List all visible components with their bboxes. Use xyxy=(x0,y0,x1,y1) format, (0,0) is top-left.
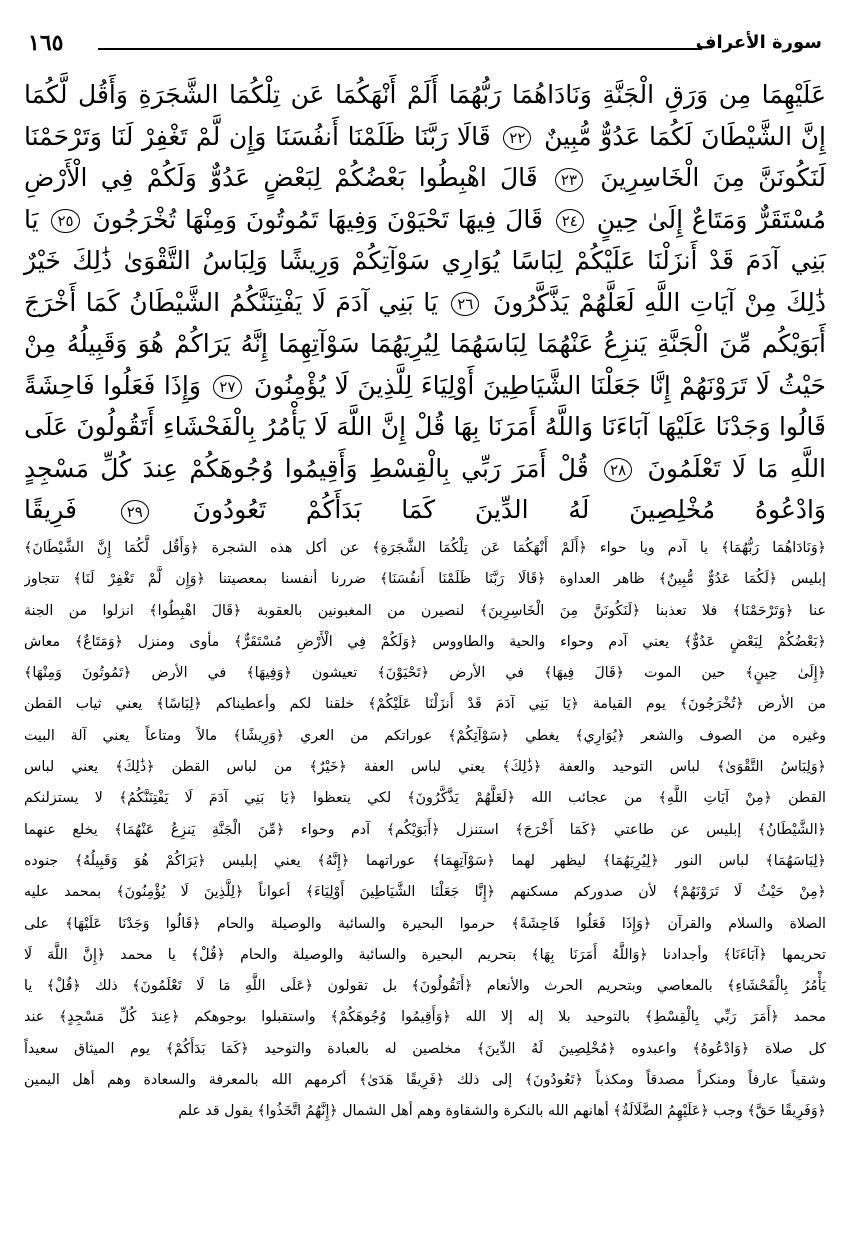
tafsir-line: ﴿إِلَىٰ حِينٍ﴾ حين الموت ﴿قَالَ فِيهَا﴾ في الأرض ﴿تَحْيَوْنَ﴾ تعيشون ﴿وَفِيهَا﴾ في الأرض ﴿تَمُوتُونَ وَمِنْهَا﴾ xyxy=(24,665,826,682)
surah-title: سورة الأعراف xyxy=(695,32,822,53)
ayah-number-marker: ٢٨ xyxy=(604,458,632,482)
ayah-number-marker: ٢٤ xyxy=(556,209,584,233)
tafsir-commentary xyxy=(24,533,826,1128)
tafsir-line: تحريمها ﴿آبَاءَنَا﴾ وأجدادنا ﴿وَاللَّهُ أَمَرَنَا بِهَا﴾ بتحريم البحيرة والسائبة والوصيلة والحام ﴿قُلْ﴾ يا محمد ﴿إِنَّ اللَّهَ لَا xyxy=(24,946,826,963)
tafsir-line: يَأْمُرُ بِالْفَحْشَاءِ﴾ بالمعاصي وبتحريم الحرث والأنعام ﴿أَتَقُولُونَ﴾ بل تقولون ﴿عَلَى اللَّهِ مَا لَا تَعْلَمُونَ﴾ ذلك ﴿قُلْ﴾ يا xyxy=(24,978,826,995)
quran-text xyxy=(24,74,826,531)
ayah-number-marker: ٢٩ xyxy=(121,500,149,524)
ayah-number-marker: ٢٦ xyxy=(451,292,479,316)
tafsir-line: ﴿وَلِبَاسُ التَّقْوَىٰ﴾ لباس التوحيد والعفة ﴿ذَٰلِكَ﴾ يعني لباس العفة ﴿خَيْرٌ﴾ من لباس القطن ﴿ذَٰلِكَ﴾ يعني لباس xyxy=(24,759,826,776)
page-number: ١٦٥ xyxy=(28,30,64,56)
ayah-number-marker: ٢٧ xyxy=(213,375,241,399)
tafsir-line: من الأرض ﴿تُخْرَجُونَ﴾ يوم القيامة ﴿يَا بَنِي آدَمَ قَدْ أَنزَلْنَا عَلَيْكُمْ﴾ خلقنا لكم وأعطيناكم ﴿لِبَاسًا﴾ يعني ثياب القطن xyxy=(24,696,826,713)
verse-text: قَالَ فِيهَا تَحْيَوْنَ وَفِيهَا تَمُوتُونَ وَمِنْهَا تُخْرَجُونَ xyxy=(92,204,543,234)
verse-text: قَالَا رَبَّنَا ظَلَمْنَا أَنفُسَنَا وَإِن لَّمْ تَغْفِرْ لَنَا وَتَرْحَمْنَا لَنَكُونَنَّ مِنَ الْخَاسِرِينَ xyxy=(24,121,826,192)
tafsir-line: عنا ﴿وَتَرْحَمْنَا﴾ فلا تعذبنا ﴿لَنَكُونَنَّ مِنَ الْخَاسِرِينَ﴾ لنصيرن من المغبونين بالعقوبة ﴿قَالَ اهْبِطُوا﴾ انزلوا من الجنة xyxy=(24,602,826,619)
ayah-number-marker: ٢٣ xyxy=(555,168,583,192)
tafsir-line: محمد ﴿أَمَرَ رَبِّي بِالْقِسْطِ﴾ بالتوحيد بلا إله إلا الله ﴿وَأَقِيمُوا وُجُوهَكُمْ﴾ واستقبلوا بوجوهكم ﴿عِندَ كُلِّ مَسْجِدٍ﴾ عند xyxy=(24,1009,826,1026)
verse-text: مُّبِينٌ xyxy=(544,121,592,151)
tafsir-line: وشقياً عارفاً ومنكراً مصدقاً ومكذباً ﴿تَعُودُونَ﴾ إلى ذلك ﴿فَرِيقًا هَدَىٰ﴾ أكرمهم الله بالمعرفة والسعادة وهم أهل اليمين xyxy=(24,1072,826,1089)
tafsir-line: كل صلاة ﴿وَادْعُوهُ﴾ واعبدوه ﴿مُخْلِصِينَ لَهُ الدِّينَ﴾ مخلصين له بالعبادة والتوحيد ﴿كَمَا بَدَأَكُمْ﴾ يوم الميثاق سعيداً xyxy=(24,1040,826,1057)
tafsir-line: ﴿لِبَاسَهُمَا﴾ لباس النور ﴿لِيُرِيَهُمَا﴾ ليظهر لهما ﴿سَوْآتِهِمَا﴾ عوراتهما ﴿إِنَّهُ﴾ يعني إبليس ﴿يَرَاكُمْ هُوَ وَقَبِيلُهُ﴾ جنوده xyxy=(24,852,826,869)
verse-text: قُلْ أَمَرَ رَبِّي بِالْقِسْطِ وَأَقِيمُوا وُجُوهَكُمْ عِندَ كُلِّ مَسْجِدٍ وَادْعُوهُ مُخْلِصِينَ لَهُ الدِّينَ كَمَا بَدَأَكُمْ تَعُودُونَ xyxy=(24,453,827,524)
ayah-number-marker: ٢٥ xyxy=(51,209,79,233)
tafsir-line: وغيره من الصوف والشعر ﴿يُوَارِي﴾ يغطي ﴿سَوْآتِكُمْ﴾ عوراتكم من العري ﴿وَرِيشًا﴾ مالاً ومتاعاً يعني آلة البيت xyxy=(24,727,826,744)
tafsir-line: إبليس ﴿لَكُمَا عَدُوٌّ مُّبِينٌ﴾ ظاهر العداوة ﴿قَالَا رَبَّنَا ظَلَمْنَا أَنفُسَنَا﴾ ضررنا أنفسنا بمعصيتنا ﴿وَإِن لَّمْ تَغْفِرْ لَنَا﴾ تتجاوز xyxy=(24,571,826,588)
tafsir-line: ﴿وَنَادَاهُمَا رَبُّهُمَا﴾ يا آدم ويا حواء ﴿أَلَمْ أَنْهَكُمَا عَن تِلْكُمَا الشَّجَرَةِ﴾ عن أكل هذه الشجرة ﴿وَأَقُل لَّكُمَا إِنَّ الشَّيْطَانَ﴾ xyxy=(24,540,826,556)
tafsir-line: الصلاة والسلام والقرآن ﴿وَإِذَا فَعَلُوا فَاحِشَةً﴾ حرموا البحيرة والسائبة والوصيلة والحام ﴿قَالُوا وَجَدْنَا عَلَيْهَا﴾ على xyxy=(24,915,826,932)
verse-text: عَلَيْهِمَا مِن وَرَقِ الْجَنَّةِ وَنَادَاهُمَا رَبُّهُمَا أَلَمْ أَنْهَكُمَا عَن تِلْكُمَا الشَّجَرَةِ وَأَقُل لَّكُمَا إِنَّ الشَّيْطَانَ لَكُمَا عَدُوٌّ xyxy=(24,80,826,151)
tafsir-line: ﴿الشَّيْطَانُ﴾ إبليس عن طاعتي ﴿كَمَا أَخْرَجَ﴾ استنزل ﴿أَبَوَيْكُم﴾ آدم وحواء ﴿مِّنَ الْجَنَّةِ يَنزِعُ عَنْهُمَا﴾ يخلع عنهما xyxy=(24,821,826,838)
verse-text: يَا بَنِي آدَمَ لَا يَفْتِنَنَّكُمُ الشَّيْطَانُ كَمَا أَخْرَجَ أَبَوَيْكُم مِّنَ الْجَنَّةِ يَنزِعُ عَنْهُمَا لِبَاسَهُمَا لِيُرِيَهُمَا سَوْآتِهِمَا إِنَّهُ يَرَاكُمْ هُوَ وَقَبِيلُهُ مِنْ حَيْثُ لَا تَرَوْنَهُمْ إِنَّا جَعَلْنَا الشَّيَاطِينَ أَوْلِيَاءَ لِلَّذِينَ لَا يُؤْمِنُونَ xyxy=(24,287,826,400)
verse-text: فَرِيقًا xyxy=(24,495,77,524)
tafsir-line: القطن ﴿مِنْ آيَاتِ اللَّهِ﴾ من عجائب الله ﴿لَعَلَّهُمْ يَذَّكَّرُونَ﴾ لكي يتعظوا ﴿يَا بَنِي آدَمَ لَا يَفْتِنَنَّكُمُ﴾ لا يستزلنكم xyxy=(24,790,826,807)
tafsir-line: ﴿بَعْضُكُمْ لِبَعْضٍ عَدُوٌّ﴾ يعني آدم وحواء والحية والطاووس ﴿وَلَكُمْ فِي الْأَرْضِ مُسْتَقَرٌّ﴾ مأوى ومنزل ﴿وَمَتَاعٌ﴾ معاش xyxy=(24,633,826,650)
verse-text: وَإِذَا فَعَلُوا فَاحِشَةً قَالُوا وَجَدْنَا عَلَيْهَا آبَاءَنَا وَاللَّهُ أَمَرَنَا بِهَا قُلْ إِنَّ اللَّهَ لَا يَأْمُرُ بِالْفَحْشَاءِ أَتَقُولُونَ عَلَى اللَّهِ مَا لَا تَعْلَمُونَ xyxy=(24,370,827,483)
tafsir-line: ﴿مِنْ حَيْثُ لَا تَرَوْنَهُمْ﴾ لأن صدوركم مسكنهم ﴿إِنَّا جَعَلْنَا الشَّيَاطِينَ أَوْلِيَاءَ﴾ أعواناً ﴿لِلَّذِينَ لَا يُؤْمِنُونَ﴾ بمحمد عليه xyxy=(24,884,826,901)
header-rule xyxy=(98,48,702,50)
ayah-number-marker: ٢٢ xyxy=(503,126,531,150)
verse-text: يَا بَنِي آدَمَ قَدْ أَنزَلْنَا عَلَيْكُمْ لِبَاسًا يُوَارِي سَوْآتِكُمْ وَرِيشًا وَلِبَاسُ التَّقْوَىٰ ذَٰلِكَ خَيْرٌ ذَٰلِكَ مِنْ آيَاتِ اللَّهِ لَعَلَّهُمْ يَذَّكَّرُونَ xyxy=(24,204,826,317)
page-header xyxy=(26,28,824,62)
verse-text: قَالَ اهْبِطُوا بَعْضُكُمْ لِبَعْضٍ عَدُوٌّ وَلَكُمْ فِي الْأَرْضِ مُسْتَقَرٌّ وَمَتَاعٌ إِلَىٰ حِينٍ xyxy=(24,163,826,234)
tafsir-line: ﴿وَفَرِيقًا حَقَّ﴾ وجب ﴿عَلَيْهِمُ الضَّلَالَةُ﴾ أهانهم الله بالنكرة والشقاوة وهم أهل الشمال ﴿إِنَّهُمُ اتَّخَذُوا﴾ يقول قد علم xyxy=(178,1103,826,1120)
